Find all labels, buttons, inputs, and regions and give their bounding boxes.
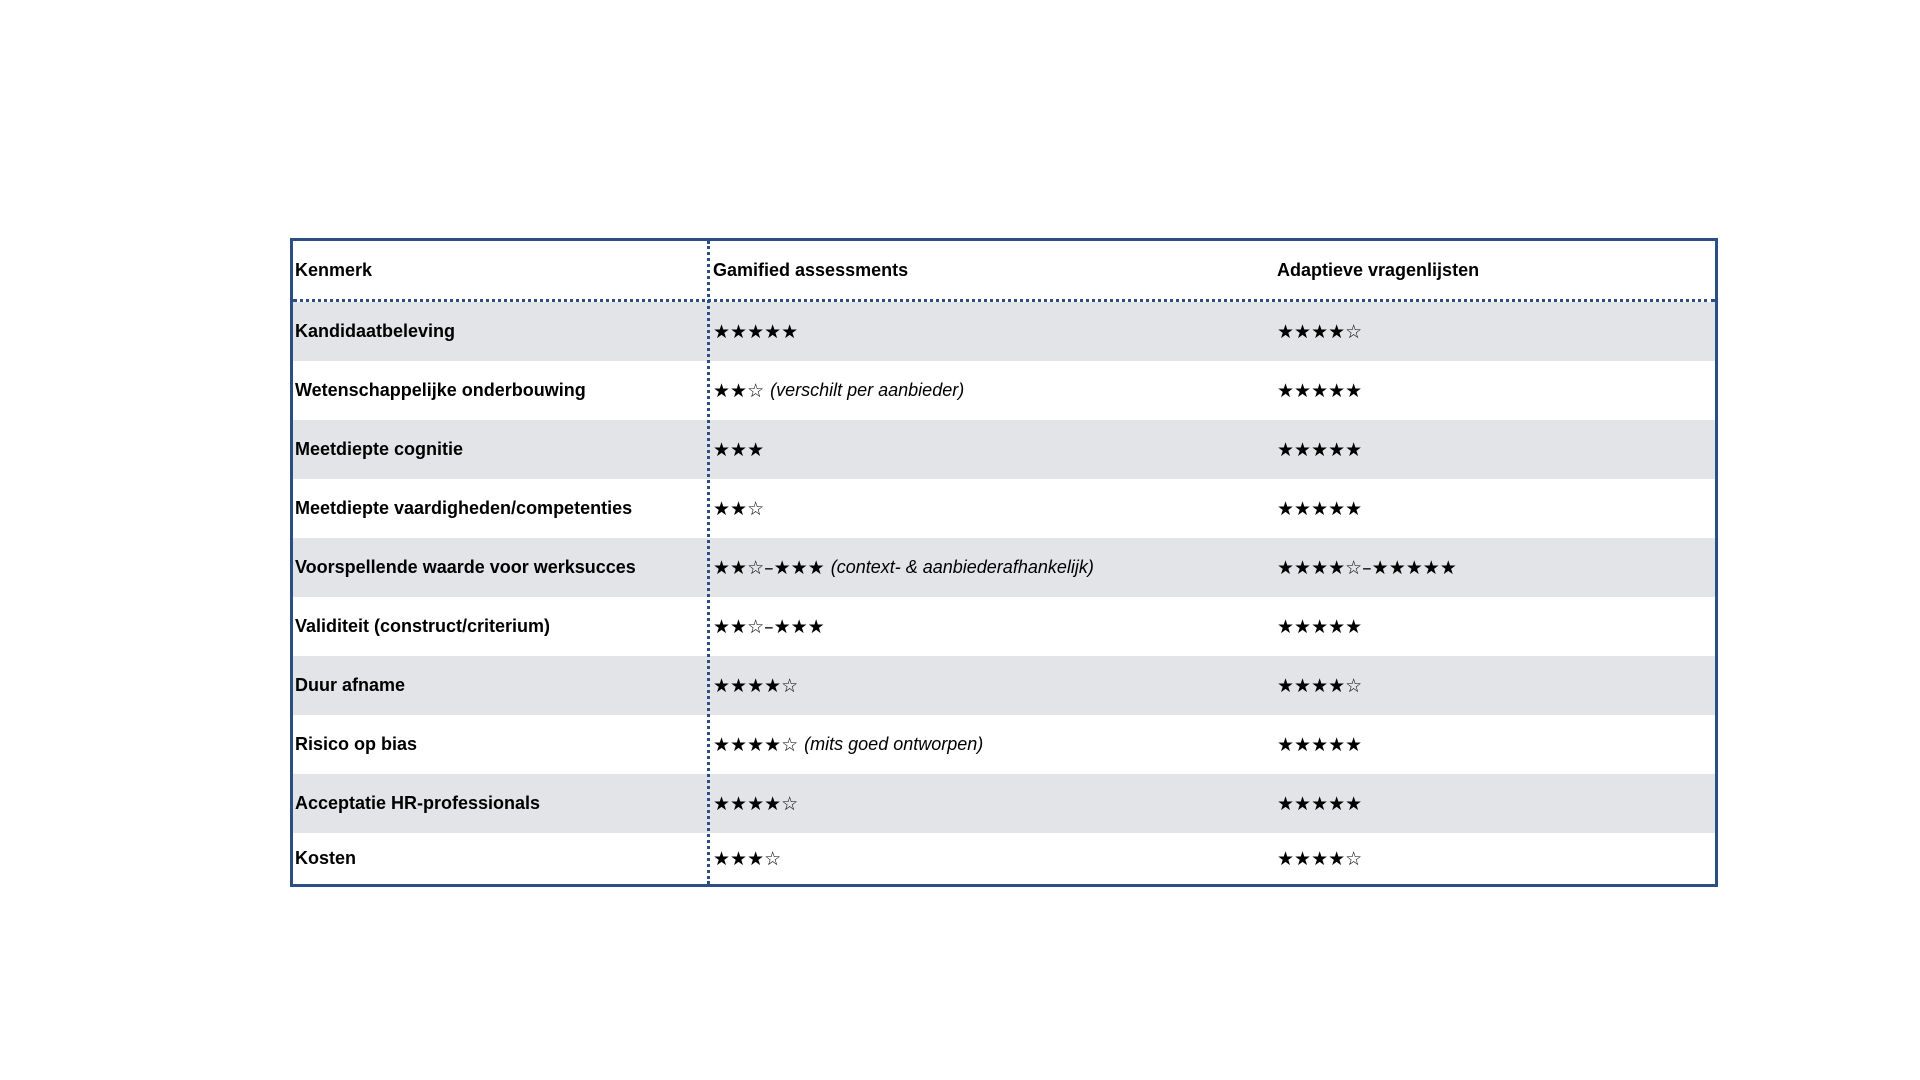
gamified-rating: [713, 361, 1273, 420]
table-header-row: [293, 241, 1715, 302]
gamified-rating: [713, 774, 1273, 833]
gamified-rating: [713, 715, 1273, 774]
gamified-rating: [713, 479, 1273, 538]
column-divider: [707, 241, 710, 884]
header-adaptive: Adaptieve vragenlijsten: [1277, 259, 1480, 280]
gamified-rating: [713, 597, 1273, 656]
table-row: [293, 774, 1715, 833]
row-label: Meetdiepte cognitie: [295, 439, 464, 459]
adaptive-stars: ★★★★★: [1277, 615, 1363, 638]
adaptive-stars: ★★★★☆: [1277, 847, 1363, 870]
gamified-stars: ★★★☆: [713, 847, 782, 870]
adaptive-stars: ★★★★★: [1277, 733, 1363, 756]
gamified-stars: ★★☆–★★★: [713, 615, 825, 638]
adaptive-rating: [1277, 774, 1707, 833]
adaptive-stars: ★★★★★: [1277, 379, 1363, 402]
row-label: Duur afname: [295, 675, 406, 695]
adaptive-stars: ★★★★☆: [1277, 674, 1363, 697]
adaptive-rating: [1277, 302, 1707, 361]
gamified-stars: ★★☆: [713, 497, 765, 520]
header-kenmerk: Kenmerk: [295, 259, 373, 280]
row-label: Wetenschappelijke onderbouwing: [295, 380, 586, 400]
table-row: [293, 479, 1715, 538]
row-label: Risico op bias: [295, 734, 418, 754]
table-row: [293, 538, 1715, 597]
gamified-rating: [713, 302, 1273, 361]
gamified-stars: ★★★★☆: [713, 733, 799, 756]
table-row: [293, 715, 1715, 774]
adaptive-rating: [1277, 597, 1707, 656]
table-row: [293, 420, 1715, 479]
row-label: Acceptatie HR-professionals: [295, 793, 541, 813]
gamified-stars: ★★★: [713, 438, 765, 461]
row-label: Voorspellende waarde voor werksucces: [295, 557, 636, 577]
table-row: [293, 656, 1715, 715]
adaptive-rating: [1277, 420, 1707, 479]
gamified-stars: ★★★★★: [713, 320, 799, 343]
gamified-rating: [713, 833, 1273, 884]
gamified-note: (mits goed ontworpen): [804, 734, 984, 754]
gamified-rating: [713, 538, 1273, 597]
table-row: [293, 597, 1715, 656]
adaptive-stars: ★★★★☆: [1277, 320, 1363, 343]
adaptive-stars: ★★★★☆–★★★★★: [1277, 556, 1457, 579]
row-label: Meetdiepte vaardigheden/competenties: [295, 498, 633, 518]
adaptive-stars: ★★★★★: [1277, 438, 1363, 461]
gamified-note: (context- & aanbiederafhankelijk): [830, 557, 1094, 577]
table-row: [293, 833, 1715, 884]
adaptive-stars: ★★★★★: [1277, 792, 1363, 815]
row-label: Kosten: [295, 848, 357, 868]
table-row: [293, 361, 1715, 420]
row-label: Validiteit (construct/criterium): [295, 616, 551, 636]
gamified-stars: ★★★★☆: [713, 792, 799, 815]
gamified-stars: ★★☆–★★★: [713, 556, 825, 579]
adaptive-rating: [1277, 715, 1707, 774]
table-row: [293, 302, 1715, 361]
adaptive-stars: ★★★★★: [1277, 497, 1363, 520]
gamified-note: (verschilt per aanbieder): [770, 380, 965, 400]
gamified-rating: [713, 420, 1273, 479]
adaptive-rating: [1277, 479, 1707, 538]
comparison-table: [290, 238, 1718, 887]
adaptive-rating: [1277, 656, 1707, 715]
adaptive-rating: [1277, 833, 1707, 884]
adaptive-rating: [1277, 361, 1707, 420]
row-label: Kandidaatbeleving: [295, 321, 456, 341]
adaptive-rating: [1277, 538, 1707, 597]
header-gamified: Gamified assessments: [713, 259, 909, 280]
gamified-rating: [713, 656, 1273, 715]
gamified-stars: ★★☆: [713, 379, 765, 402]
gamified-stars: ★★★★☆: [713, 674, 799, 697]
